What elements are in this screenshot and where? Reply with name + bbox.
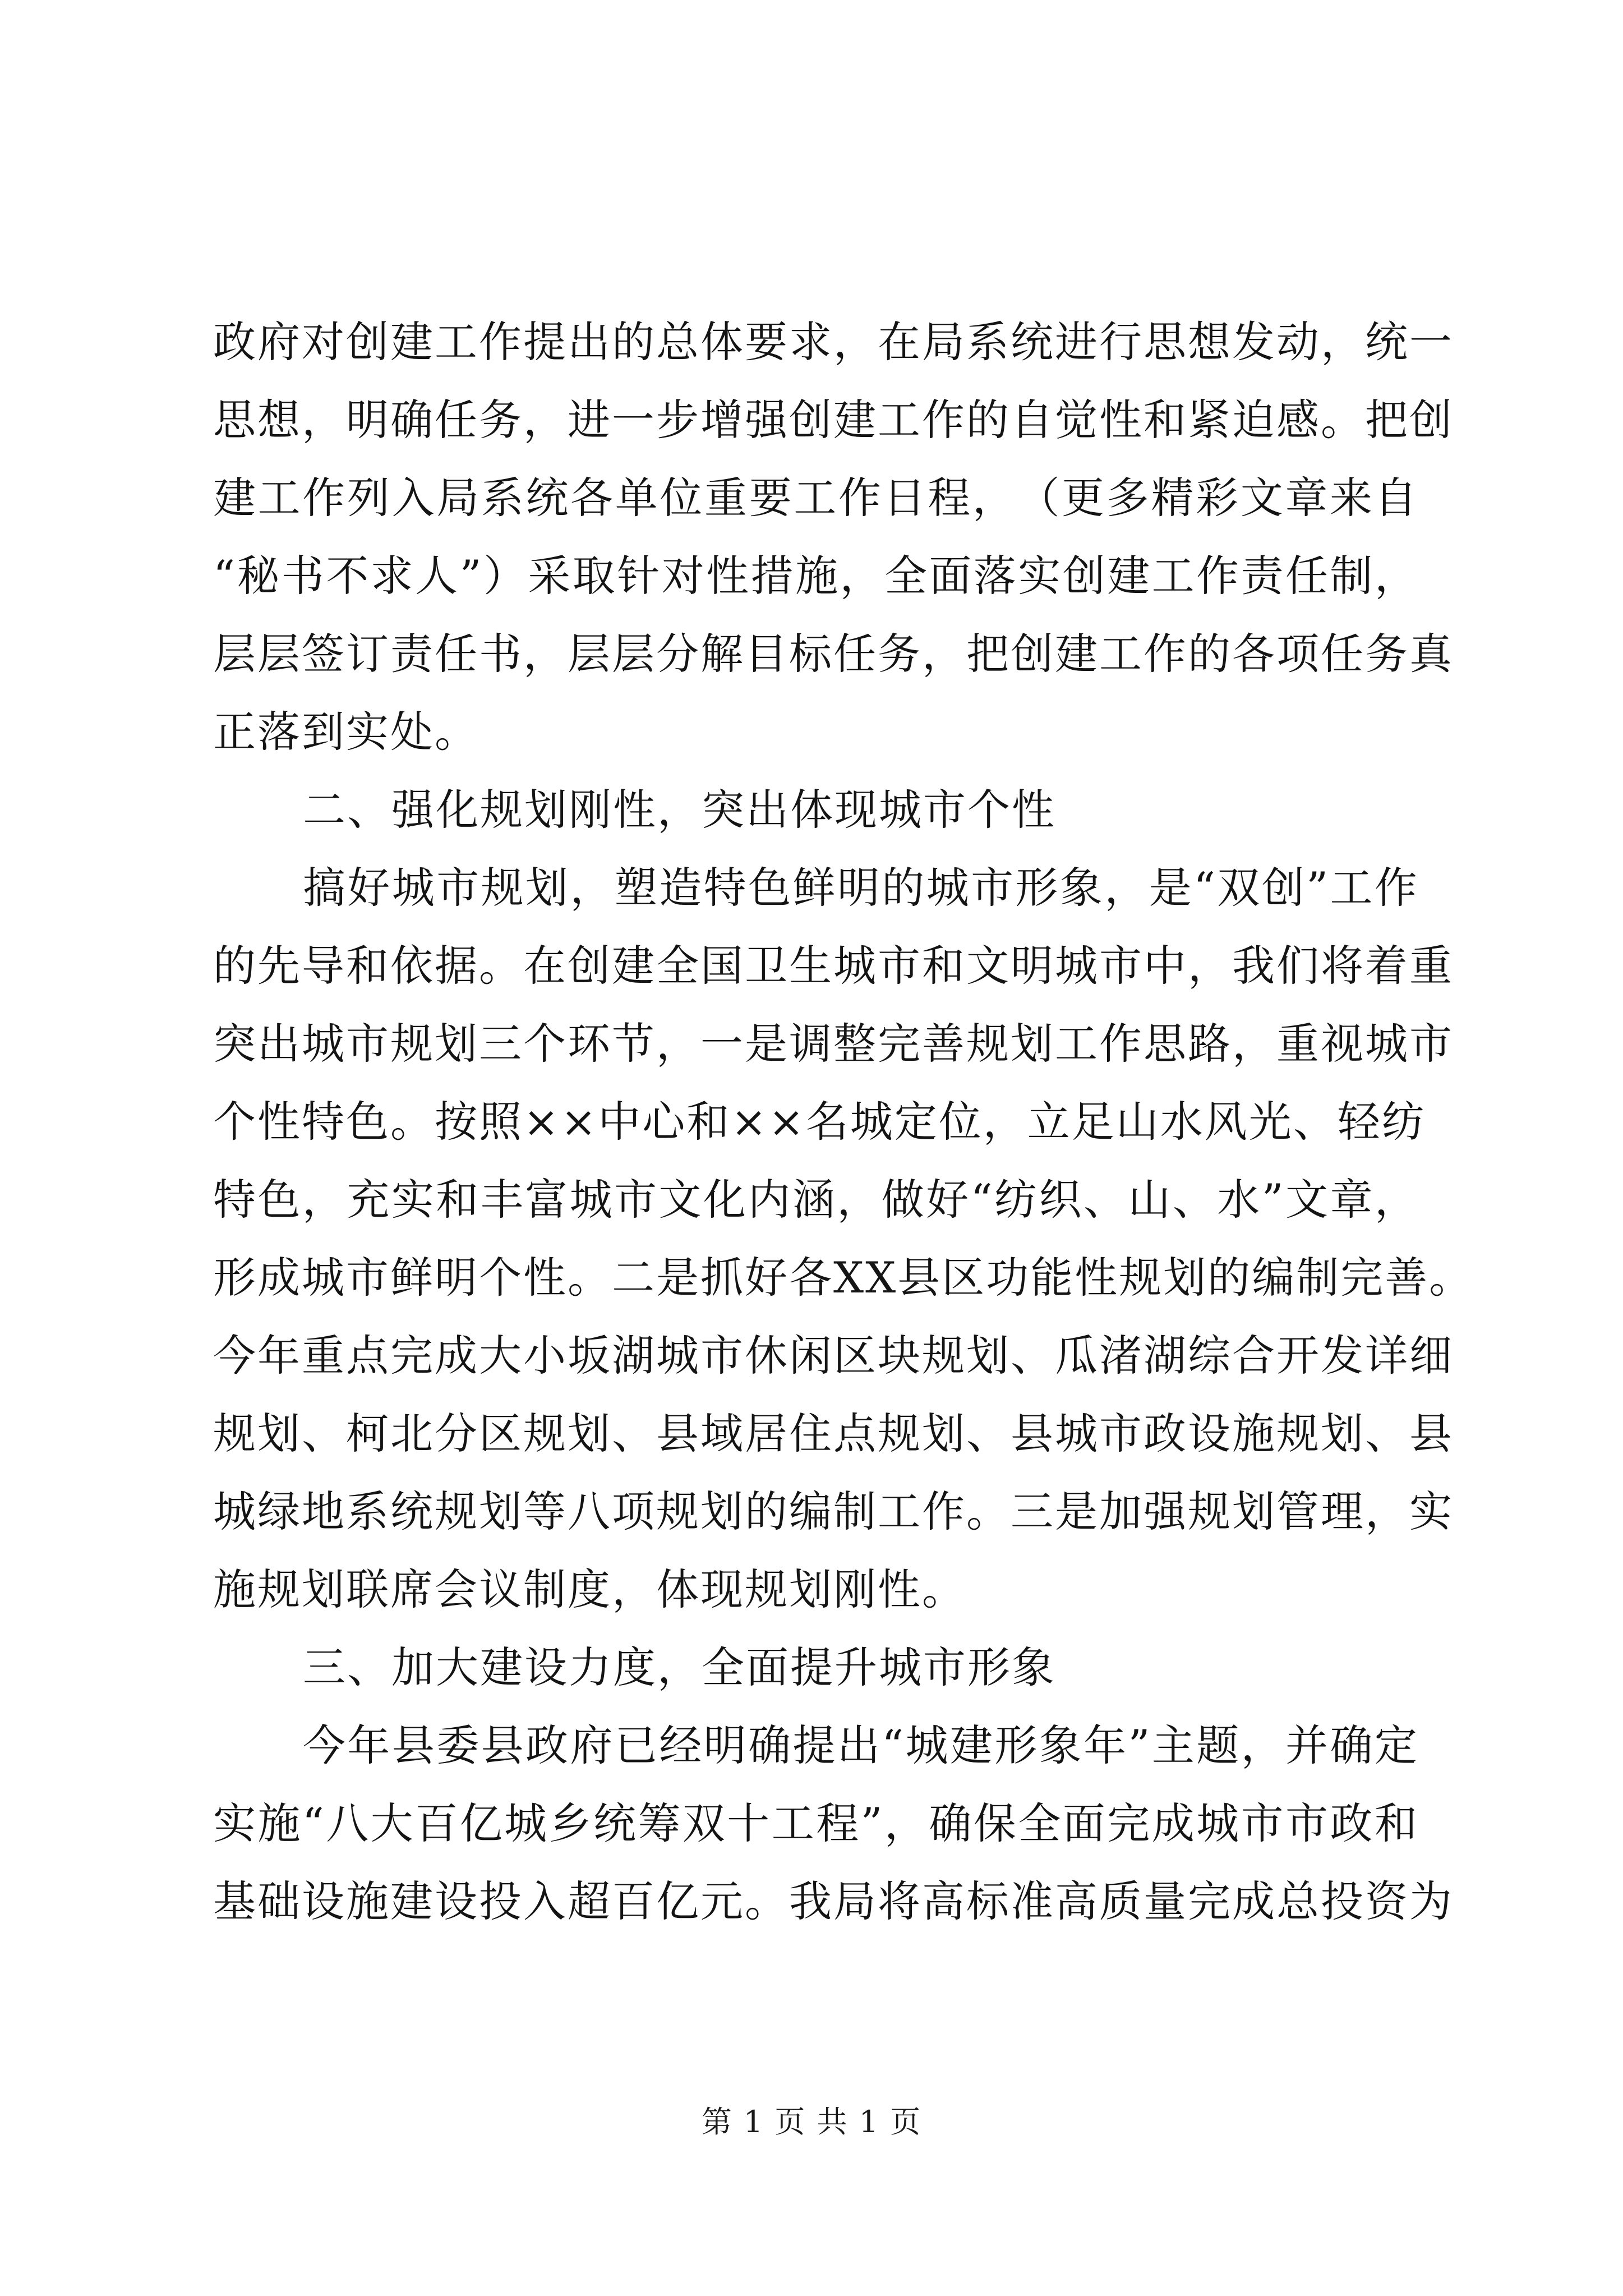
text-line: 政 府 对 创 建 工 作 提 出 的 总 体 要 求 ， 在 局 系 统 进 行 思 想 发 动 ， 统 一 (213, 317, 1454, 367)
text-line: 今 年 县 委 县 政 府 已 经 明 确 提 出 “ 城 建 形 象 年 ” 主 题 ， 并 确 定 (303, 1720, 1419, 1770)
text-line: 建 工 作 列 入 局 系 统 各 单 位 重 要 工 作 日 程 ， （ 更 多 精 彩 文 章 来 自 (213, 473, 1419, 523)
page-footer (0, 2102, 1623, 2142)
text-line: “ 秘 书 不 求 人 ” ） 采 取 针 对 性 措 施 ， 全 面 落 实 创 建 工 作 责 任 制 ， (213, 551, 1419, 601)
paragraph-body (213, 849, 1474, 1628)
text-line: 个 性 特 色 。 按 照 × × 中 心 和 × × 名 城 定 位 ， 立 足 山 水 风 光 、 轻 纺 (213, 1097, 1426, 1147)
paragraph-continued (213, 303, 1454, 771)
text-line: 突 出 城 市 规 划 三 个 环 节 ， 一 是 调 整 完 善 规 划 工 作 思 路 ， 重 视 城 市 (213, 1019, 1454, 1069)
text-line: 的 先 导 和 依 据 。 在 创 建 全 国 卫 生 城 市 和 文 明 城 市 中 ， 我 们 将 着 重 (213, 941, 1454, 991)
text-line: 正落到实处。 (213, 707, 479, 757)
section-heading: 二、强化规划刚性，突出体现城市个性 (303, 785, 1056, 835)
text-line: 施规划联席会议制度，体现规划刚性。 (213, 1565, 966, 1614)
page-number-label: 第 1 页 共 1 页 (701, 2104, 922, 2139)
text-line: 思 想 ， 明 确 任 务 ， 进 一 步 增 强 创 建 工 作 的 自 觉 性 和 紧 迫 感 。 把 创 (213, 395, 1454, 445)
document-body (213, 303, 1474, 1940)
text-line: 层 层 签 订 责 任 书 ， 层 层 分 解 目 标 任 务 ， 把 创 建 工 作 的 各 项 任 务 真 (213, 629, 1454, 679)
text-line: 搞 好 城 市 规 划 ， 塑 造 特 色 鲜 明 的 城 市 形 象 ， 是 “ 双 创 ” 工 作 (303, 863, 1419, 913)
text-line: 实 施 “ 八 大 百 亿 城 乡 统 筹 双 十 工 程 ” ， 确 保 全 面 完 成 城 市 市 政 和 (213, 1798, 1419, 1848)
text-line: 今 年 重 点 完 成 大 小 坂 湖 城 市 休 闲 区 块 规 划 、 瓜 渚 湖 综 合 开 发 详 细 (213, 1331, 1454, 1381)
text-line: 基 础 设 施 建 设 投 入 超 百 亿 元 。 我 局 将 高 标 准 高 质 量 完 成 总 投 资 为 (213, 1876, 1454, 1926)
text-line: 规 划 、 柯 北 分 区 规 划 、 县 域 居 住 点 规 划 、 县 城 市 政 设 施 规 划 、 县 (213, 1409, 1454, 1458)
paragraph-body (213, 1706, 1454, 1940)
section-heading: 三、加大建设力度，全面提升城市形象 (303, 1642, 1056, 1692)
text-line: 城 绿 地 系 统 规 划 等 八 项 规 划 的 编 制 工 作 。 三 是 加 强 规 划 管 理 ， 实 (213, 1487, 1454, 1536)
text-line: 形成城市鲜明个性。二是抓好各XX县区功能性规划的编制完善。 (213, 1253, 1474, 1303)
text-line: 特 色 ， 充 实 和 丰 富 城 市 文 化 内 涵 ， 做 好 “ 纺 织 、 山 、 水 ” 文 章 ， (213, 1175, 1419, 1225)
